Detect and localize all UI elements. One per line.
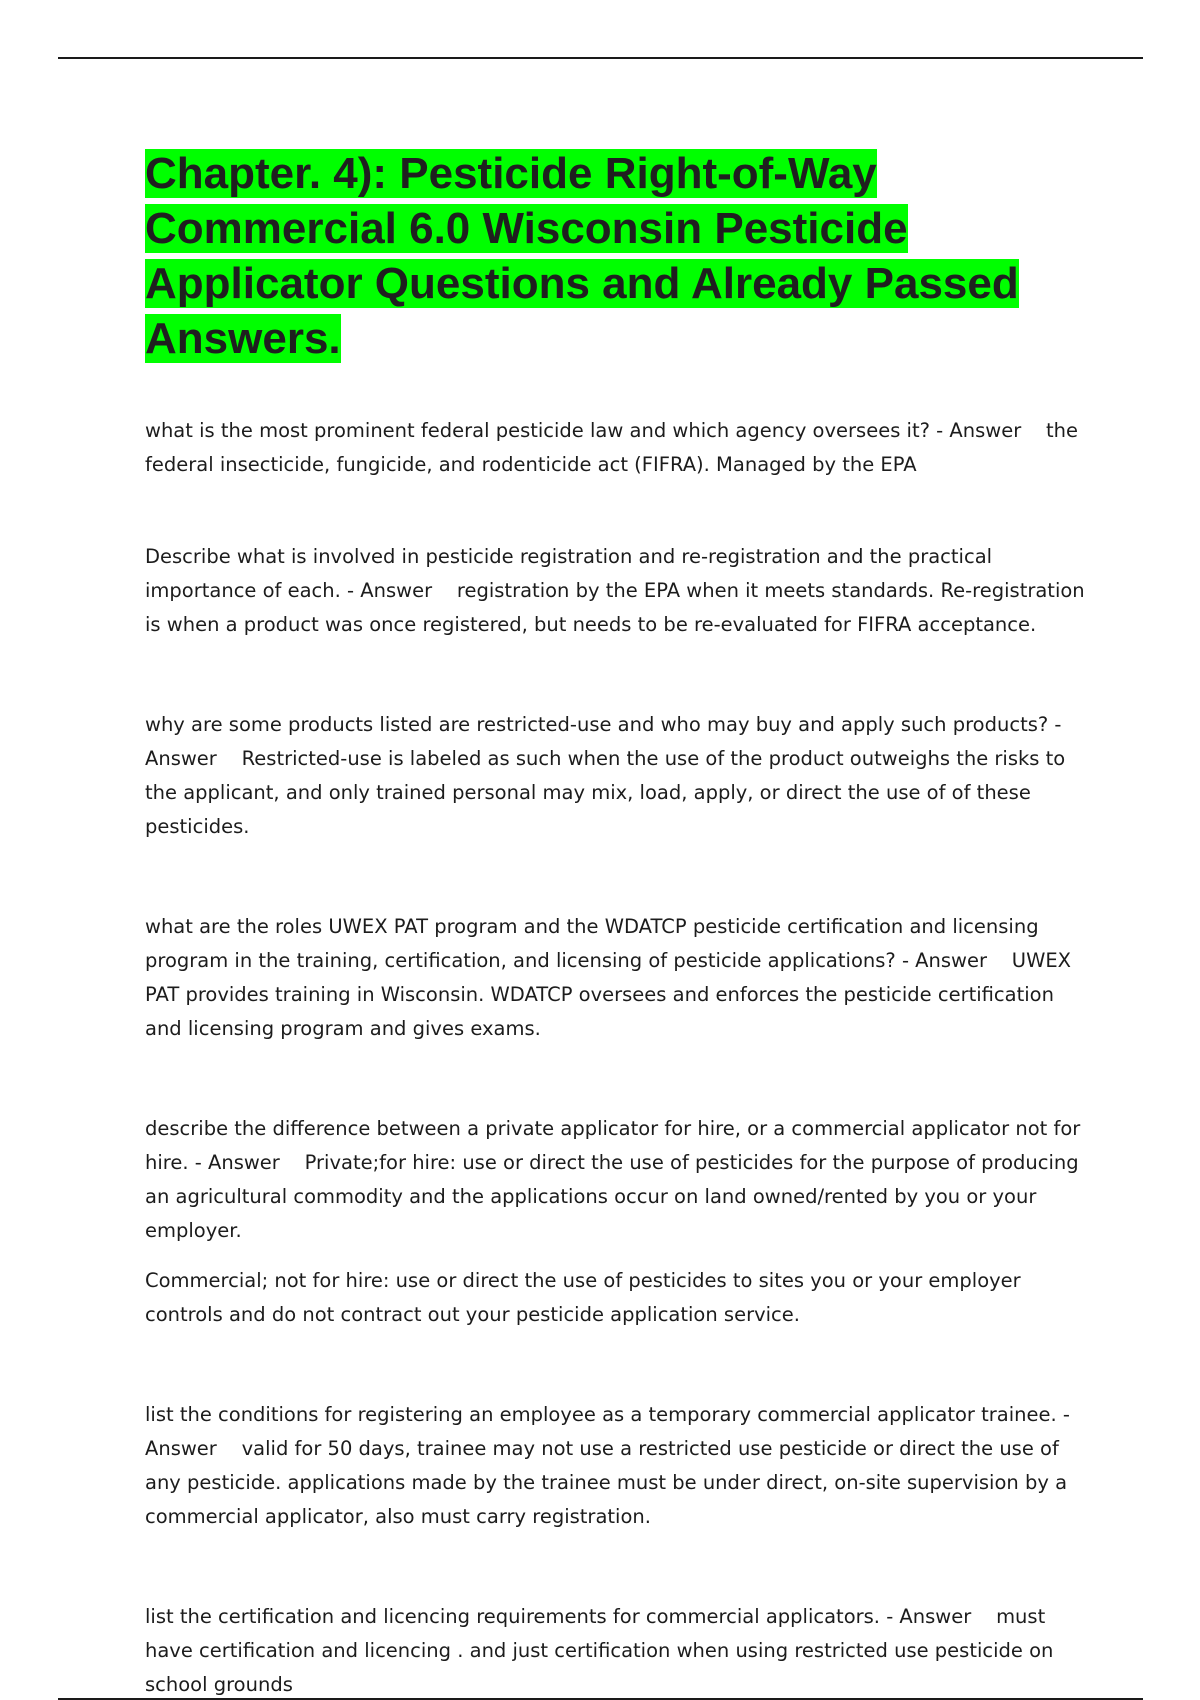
qa-paragraph [145,1398,1085,1534]
qa-paragraph [145,708,1085,844]
qa-list [145,414,1085,1700]
qa-item [145,708,1085,844]
qa-question: describe the difference between a private applicator for hire, or a commercial applicator not for hire. - Answer [145,1117,1081,1174]
qa-answer: registration by the EPA when it meets standards. Re-registration is when a product was once registered, but needs to be re-evaluated for FIFRA acceptance. [145,579,1085,636]
qa-question: what is the most prominent federal pesticide law and which agency oversees it? - Answer [145,419,1022,442]
qa-question: why are some products listed are restricted-use and who may buy and apply such products? - Answer [145,713,1062,770]
qa-question: list the conditions for registering an employee as a temporary commercial applicator trainee. - Answer [145,1403,1070,1460]
qa-question: list the certification and licencing requirements for commercial applicators. - Answer [145,1605,972,1628]
qa-answer: the federal insecticide, fungicide, and rodenticide act (FIFRA). Managed by the EPA [145,419,1079,476]
qa-answer: must have certification and licencing . and just certification when using restricted use pesticide on school grounds [145,1605,1054,1696]
qa-item [145,540,1085,642]
qa-answer: Private;for hire: use or direct the use of pesticides for the purpose of producing an agricultural commodity and the applications occur on land owned/rented by you or your employer. [145,1151,1079,1242]
qa-item [145,1112,1085,1332]
qa-answer: valid for 50 days, trainee may not use a restricted use pesticide or direct the use of any pesticide. applications made by the trainee must be under direct, on-site supervision by a commercial applicator, also must carry registration. [145,1437,1068,1528]
qa-paragraph [145,910,1085,1046]
qa-question: what are the roles UWEX PAT program and the WDATCP pesticide certification and licensing program in the training, certification, and licensing of pesticide applications? - Answer [145,915,1039,972]
page-title [145,146,1075,366]
qa-answer: UWEX PAT provides training in Wisconsin. WDATCP oversees and enforces the pesticide certification and licensing program and gives exams. [145,949,1072,1040]
qa-answer-continued: Commercial; not for hire: use or direct the use of pesticides to sites you or your employer controls and do not contract out your pesticide application service. [145,1269,1021,1326]
qa-item [145,1600,1085,1700]
qa-paragraph [145,1600,1085,1700]
page-title-text: Chapter. 4): Pesticide Right-of-Way Commercial 6.0 Wisconsin Pesticide Applicator Questions and Already Passed Answers. [145,149,1019,363]
qa-answer: Restricted-use is labeled as such when the use of the product outweighs the risks to the applicant, and only trained personal may mix, load, apply, or direct the use of of these pesticides. [145,747,1066,838]
qa-question: Describe what is involved in pesticide registration and re-registration and the practical importance of each. - Answer [145,545,993,602]
qa-paragraph [145,414,1085,482]
qa-paragraph [145,540,1085,642]
header-rule [58,57,1143,59]
qa-paragraph [145,1112,1085,1248]
qa-item [145,910,1085,1046]
qa-item [145,1398,1085,1534]
qa-item [145,414,1085,482]
